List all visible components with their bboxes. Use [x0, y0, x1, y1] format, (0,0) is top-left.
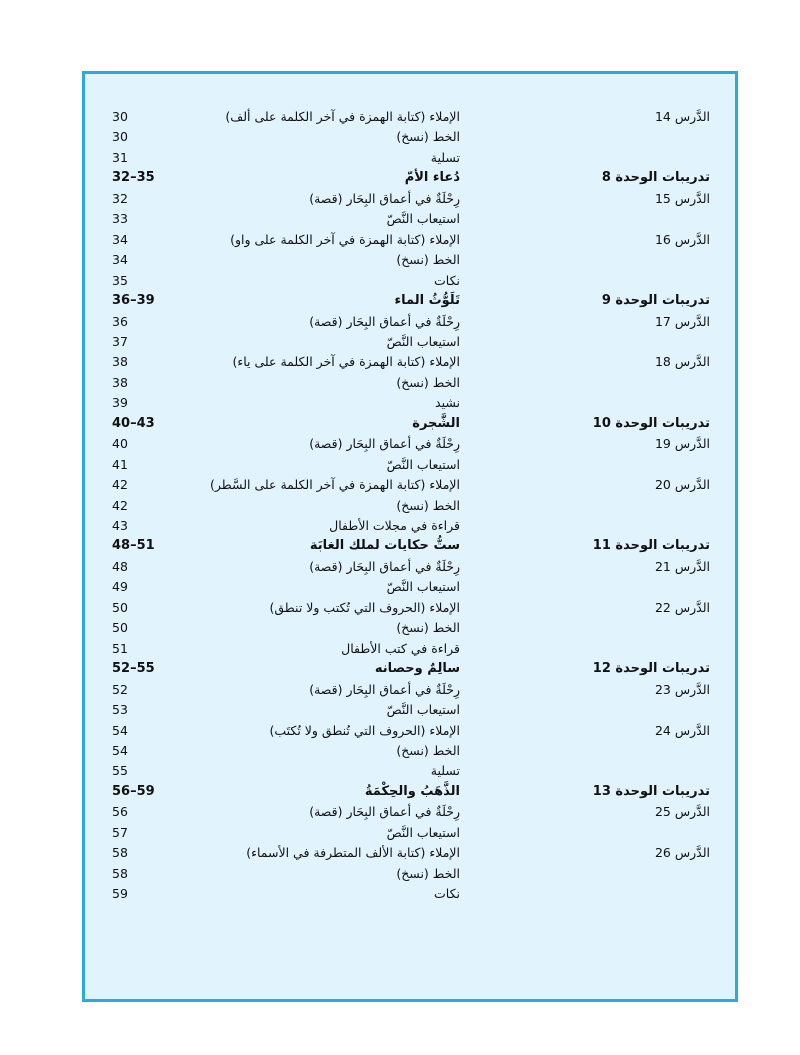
toc-row	[85, 352, 735, 372]
topic-title: رِحْلَةٌ في أعماق البِحَار (قصة)	[309, 436, 460, 452]
toc-row	[85, 516, 735, 536]
page-number: 50	[112, 620, 128, 636]
topic-title: استيعاب النَّصّ	[386, 333, 460, 349]
lesson-label: الدَّرس 19	[654, 436, 710, 452]
page-number: 38	[112, 374, 128, 390]
toc-row	[85, 761, 735, 781]
page-number: 50	[112, 599, 128, 615]
page-range: 32–35	[112, 170, 155, 186]
unit-heading-row	[85, 782, 735, 802]
topic-title: الإملاء (كتابة الهمزة في آخر الكلمة على السَّطر)	[210, 477, 460, 493]
topic-title: نشيد	[435, 395, 460, 411]
page-number: 58	[112, 845, 128, 861]
toc-row	[85, 802, 735, 822]
topic-title: الإملاء (كتابة الهمزة في آخر الكلمة على ياء)	[232, 354, 460, 370]
page-number: 52	[112, 681, 128, 697]
page-number: 40	[112, 436, 128, 452]
lesson-label: الدَّرس 20	[654, 477, 710, 493]
topic-title: الإملاء (الحروف التي تُنطق ولا تُكتَب)	[269, 722, 460, 738]
page-number: 39	[112, 395, 128, 411]
toc-row	[85, 843, 735, 863]
toc-row	[85, 598, 735, 618]
page-number: 43	[112, 518, 128, 533]
page-number: 36	[112, 313, 128, 329]
unit-label: تدريبات الوحدة 11	[592, 538, 710, 554]
toc-row	[85, 312, 735, 332]
topic-title: استيعاب النَّصّ	[386, 456, 460, 472]
unit-heading-row	[85, 291, 735, 311]
page-number: 41	[112, 456, 128, 472]
unit-label: تدريبات الوحدة 10	[592, 415, 710, 431]
toc-row	[85, 332, 735, 352]
topic-title: رِحْلَةٌ في أعماق البِحَار (قصة)	[309, 804, 460, 820]
lesson-label: الدَّرس 15	[654, 190, 710, 206]
unit-title: سالِمٌ وحصانه	[374, 661, 460, 677]
unit-heading-row	[85, 536, 735, 556]
topic-title: تسلية	[430, 763, 460, 779]
page-number: 54	[112, 742, 128, 758]
page-range: 52–55	[112, 661, 155, 677]
topic-title: الخط (نسخ)	[396, 742, 460, 758]
page-number: 38	[112, 354, 128, 370]
page-number: 31	[112, 149, 128, 165]
toc-row	[85, 721, 735, 741]
topic-title: استيعاب النَّصّ	[386, 824, 460, 840]
toc-row	[85, 700, 735, 720]
toc-row	[85, 741, 735, 761]
page-range: 56–59	[112, 783, 155, 799]
toc-row	[85, 393, 735, 413]
unit-title: تَلَوُّثُ الماء	[394, 293, 460, 309]
topic-title: رِحْلَةٌ في أعماق البِحَار (قصة)	[309, 313, 460, 329]
page-number: 54	[112, 722, 128, 738]
topic-title: قراءة في كتب الأطفال	[341, 640, 460, 656]
topic-title: الإملاء (كتابة الهمزة في آخر الكلمة على ألف)	[225, 109, 460, 124]
page-number: 57	[112, 824, 128, 840]
topic-title: رِحْلَةٌ في أعماق البِحَار (قصة)	[309, 558, 460, 574]
lesson-label: الدَّرس 25	[654, 804, 710, 820]
unit-heading-row	[85, 168, 735, 188]
page-number: 53	[112, 702, 128, 718]
toc-row	[85, 373, 735, 393]
lesson-label: الدَّرس 22	[654, 599, 710, 615]
toc-row	[85, 639, 735, 659]
lesson-label: الدَّرس 21	[654, 558, 710, 574]
toc-row	[85, 496, 735, 516]
topic-title: الإملاء (كتابة الهمزة في آخر الكلمة على واو)	[230, 231, 460, 247]
lesson-label: الدَّرس 17	[654, 313, 710, 329]
page-number: 35	[112, 272, 128, 288]
unit-title: ستُّ حكايات لملك الغابَة	[309, 538, 460, 554]
page-number: 55	[112, 763, 128, 779]
topic-title: تسلية	[430, 149, 460, 165]
topic-title: الخط (نسخ)	[396, 129, 460, 145]
toc-row	[85, 107, 735, 127]
page-number: 49	[112, 579, 128, 595]
toc-row	[85, 823, 735, 843]
topic-title: الخط (نسخ)	[396, 252, 460, 268]
page-number: 30	[112, 129, 128, 145]
toc-row	[85, 271, 735, 291]
toc-row	[85, 557, 735, 577]
topic-title: استيعاب النَّصّ	[386, 702, 460, 718]
toc-row	[85, 250, 735, 270]
unit-label: تدريبات الوحدة 12	[592, 661, 710, 677]
lesson-label: الدَّرس 14	[654, 109, 710, 124]
page-number: 42	[112, 497, 128, 513]
toc-row	[85, 434, 735, 454]
page-number: 30	[112, 109, 128, 124]
page-number: 51	[112, 640, 128, 656]
page-range: 36–39	[112, 293, 155, 309]
toc-row	[85, 618, 735, 638]
unit-label: تدريبات الوحدة 8	[601, 170, 710, 186]
page-range: 40–43	[112, 415, 155, 431]
toc-row	[85, 864, 735, 884]
lesson-label: الدَّرس 24	[654, 722, 710, 738]
topic-title: نكات	[434, 272, 460, 288]
toc-row	[85, 209, 735, 229]
toc-row	[85, 127, 735, 147]
page-number: 58	[112, 865, 128, 881]
toc-row	[85, 230, 735, 250]
toc-row	[85, 455, 735, 475]
topic-title: الإملاء (كتابة الألف المتطرفة في الأسماء)	[246, 845, 460, 861]
toc-row	[85, 884, 735, 904]
toc-row	[85, 577, 735, 597]
lesson-label: الدَّرس 18	[654, 354, 710, 370]
page-number: 32	[112, 190, 128, 206]
page-number: 48	[112, 558, 128, 574]
page-range: 48–51	[112, 538, 155, 554]
unit-title: الشَّجرة	[412, 415, 460, 431]
lesson-label: الدَّرس 16	[654, 231, 710, 247]
toc-row	[85, 189, 735, 209]
page-number: 37	[112, 333, 128, 349]
topic-title: استيعاب النَّصّ	[386, 211, 460, 227]
unit-label: تدريبات الوحدة 9	[601, 293, 710, 309]
topic-title: الخط (نسخ)	[396, 374, 460, 390]
unit-label: تدريبات الوحدة 13	[592, 783, 710, 799]
topic-title: قراءة في مجلات الأطفال	[329, 518, 460, 533]
topic-title: نكات	[434, 886, 460, 902]
topic-title: الخط (نسخ)	[396, 865, 460, 881]
page-number: 59	[112, 886, 128, 902]
topic-title: الخط (نسخ)	[396, 497, 460, 513]
page-number: 33	[112, 211, 128, 227]
table-of-contents	[85, 74, 735, 999]
unit-title: دُعاء الأمّ	[404, 170, 460, 186]
page-number: 42	[112, 477, 128, 493]
page-number: 34	[112, 252, 128, 268]
unit-heading-row	[85, 414, 735, 434]
unit-title: الذَّهَبُ والحِكْمَةُ	[364, 783, 460, 799]
lesson-label: الدَّرس 26	[654, 845, 710, 861]
topic-title: رِحْلَةٌ في أعماق البِحَار (قصة)	[309, 681, 460, 697]
topic-title: رِحْلَةٌ في أعماق البِحَار (قصة)	[309, 190, 460, 206]
topic-title: الخط (نسخ)	[396, 620, 460, 636]
page-number: 34	[112, 231, 128, 247]
page-number: 56	[112, 804, 128, 820]
toc-row	[85, 475, 735, 495]
toc-frame	[82, 71, 738, 1002]
toc-row	[85, 148, 735, 168]
topic-title: استيعاب النَّصّ	[386, 579, 460, 595]
lesson-label: الدَّرس 23	[654, 681, 710, 697]
topic-title: الإملاء (الحروف التي تُكتب ولا تنطق)	[269, 599, 460, 615]
unit-heading-row	[85, 659, 735, 679]
toc-row	[85, 680, 735, 700]
